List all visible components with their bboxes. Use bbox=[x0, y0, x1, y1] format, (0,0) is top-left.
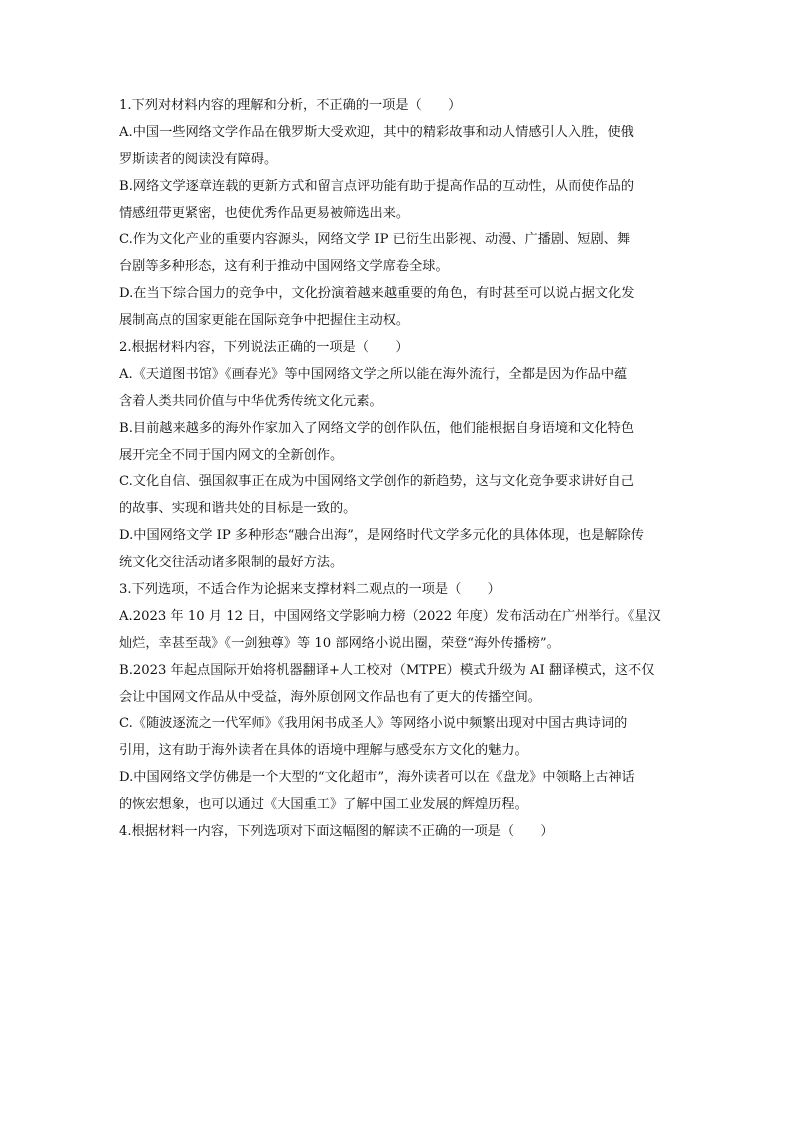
question-stem: 2.根据材料内容，下列说法正确的一项是（ ） bbox=[119, 340, 409, 356]
option-text-line: B.目前越来越多的海外作家加入了网络文学的创作队伍，他们能根据自身语境和文化特色 bbox=[119, 420, 635, 436]
option-text-line: B.2023 年起点国际开始将机器翻译+人工校对（MTPE）模式升级为 AI 翻译模式，这不仅 bbox=[119, 662, 655, 678]
option-text-line: D.在当下综合国力的竞争中，文化扮演着越来越重要的角色，有时甚至可以说占据文化发 bbox=[119, 286, 635, 302]
option-text-line: 罗斯读者的阅读没有障碍。 bbox=[119, 151, 278, 167]
option-text-line: 统文化交往活动诸多限制的最好方法。 bbox=[119, 555, 344, 571]
question-stem: 3.下列选项，不适合作为论据来支撑材料二观点的一项是（ ） bbox=[119, 582, 501, 598]
option-c bbox=[119, 469, 675, 523]
option-text-line: A.中国一些网络文学作品在俄罗斯大受欢迎，其中的精彩故事和动人情感引人入胜，使俄 bbox=[119, 124, 634, 140]
option-text-line: D.中国网络文学仿佛是一个大型的“文化超市”，海外读者可以在《盘龙》中领略上古神话 bbox=[119, 770, 635, 786]
option-text-line: D.中国网络文学 IP 多种形态“融合出海”，是网络时代文学多元化的具体体现，也是解除传 bbox=[119, 528, 644, 544]
option-text-line: 台剧等多种形态，这有利于推动中国网络文学席卷全球。 bbox=[119, 259, 449, 275]
option-a bbox=[119, 120, 675, 174]
option-text-line: 灿烂，幸甚至哉》《一剑独尊》等 10 部网络小说出圈，荣登“海外传播榜”。 bbox=[119, 635, 560, 651]
option-text-line: B.网络文学逐章连载的更新方式和留言点评功能有助于提高作品的互动性，从而使作品的 bbox=[119, 178, 635, 194]
option-c bbox=[119, 711, 675, 765]
option-text-line: 会让中国网文作品从中受益，海外原创网文作品也有了更大的传播空间。 bbox=[119, 689, 541, 705]
question-3 bbox=[119, 577, 675, 819]
option-text-line: 情感纽带更紧密，也使优秀作品更易被筛选出来。 bbox=[119, 205, 410, 221]
option-d bbox=[119, 523, 675, 577]
question-1 bbox=[119, 93, 675, 335]
question-stem: 4.根据材料一内容，下列选项对下面这幅图的解读不正确的一项是（ ） bbox=[119, 824, 554, 840]
option-b bbox=[119, 174, 675, 228]
question-2 bbox=[119, 335, 675, 577]
option-text-line: C.《随波逐流之一代军师》《我用闲书成圣人》等网络小说中频繁出现对中国古典诗词的 bbox=[119, 716, 628, 732]
option-b bbox=[119, 658, 675, 712]
option-text-line: 引用，这有助于海外读者在具体的语境中理解与感受东方文化的魅力。 bbox=[119, 743, 528, 759]
option-text-line: 的恢宏想象，也可以通过《大国重工》了解中国工业发展的辉煌历程。 bbox=[119, 797, 528, 813]
option-d bbox=[119, 765, 675, 819]
option-c bbox=[119, 227, 675, 281]
option-text-line: A.《天道图书馆》《画春光》等中国网络文学之所以能在海外流行，全都是因为作品中蕴 bbox=[119, 366, 628, 382]
option-text-line: C.作为文化产业的重要内容源头，网络文学 IP 已衍生出影视、动漫、广播剧、短剧、舞 bbox=[119, 232, 631, 248]
option-text-line: 展开完全不同于国内网文的全新创作。 bbox=[119, 447, 344, 463]
option-b bbox=[119, 416, 675, 470]
option-text-line: A.2023 年 10 月 12 日，中国网络文学影响力榜（2022 年度）发布活动在广州举行。《星汉 bbox=[119, 608, 661, 624]
option-text-line: C.文化自信、强国叙事正在成为中国网络文学创作的新趋势，这与文化竞争要求讲好自己 bbox=[119, 474, 634, 490]
question-list bbox=[119, 93, 675, 846]
option-a bbox=[119, 362, 675, 416]
question-stem: 1.下列对材料内容的理解和分析，不正确的一项是（ ） bbox=[119, 98, 462, 113]
option-a bbox=[119, 604, 675, 658]
option-text-line: 展制高点的国家更能在国际竞争中把握住主动权。 bbox=[119, 313, 410, 329]
option-text-line: 的故事、实现和谐共处的目标是一致的。 bbox=[119, 501, 357, 517]
option-d bbox=[119, 281, 675, 335]
question-4 bbox=[119, 819, 675, 846]
option-text-line: 含着人类共同价值与中华优秀传统文化元素。 bbox=[119, 393, 383, 409]
